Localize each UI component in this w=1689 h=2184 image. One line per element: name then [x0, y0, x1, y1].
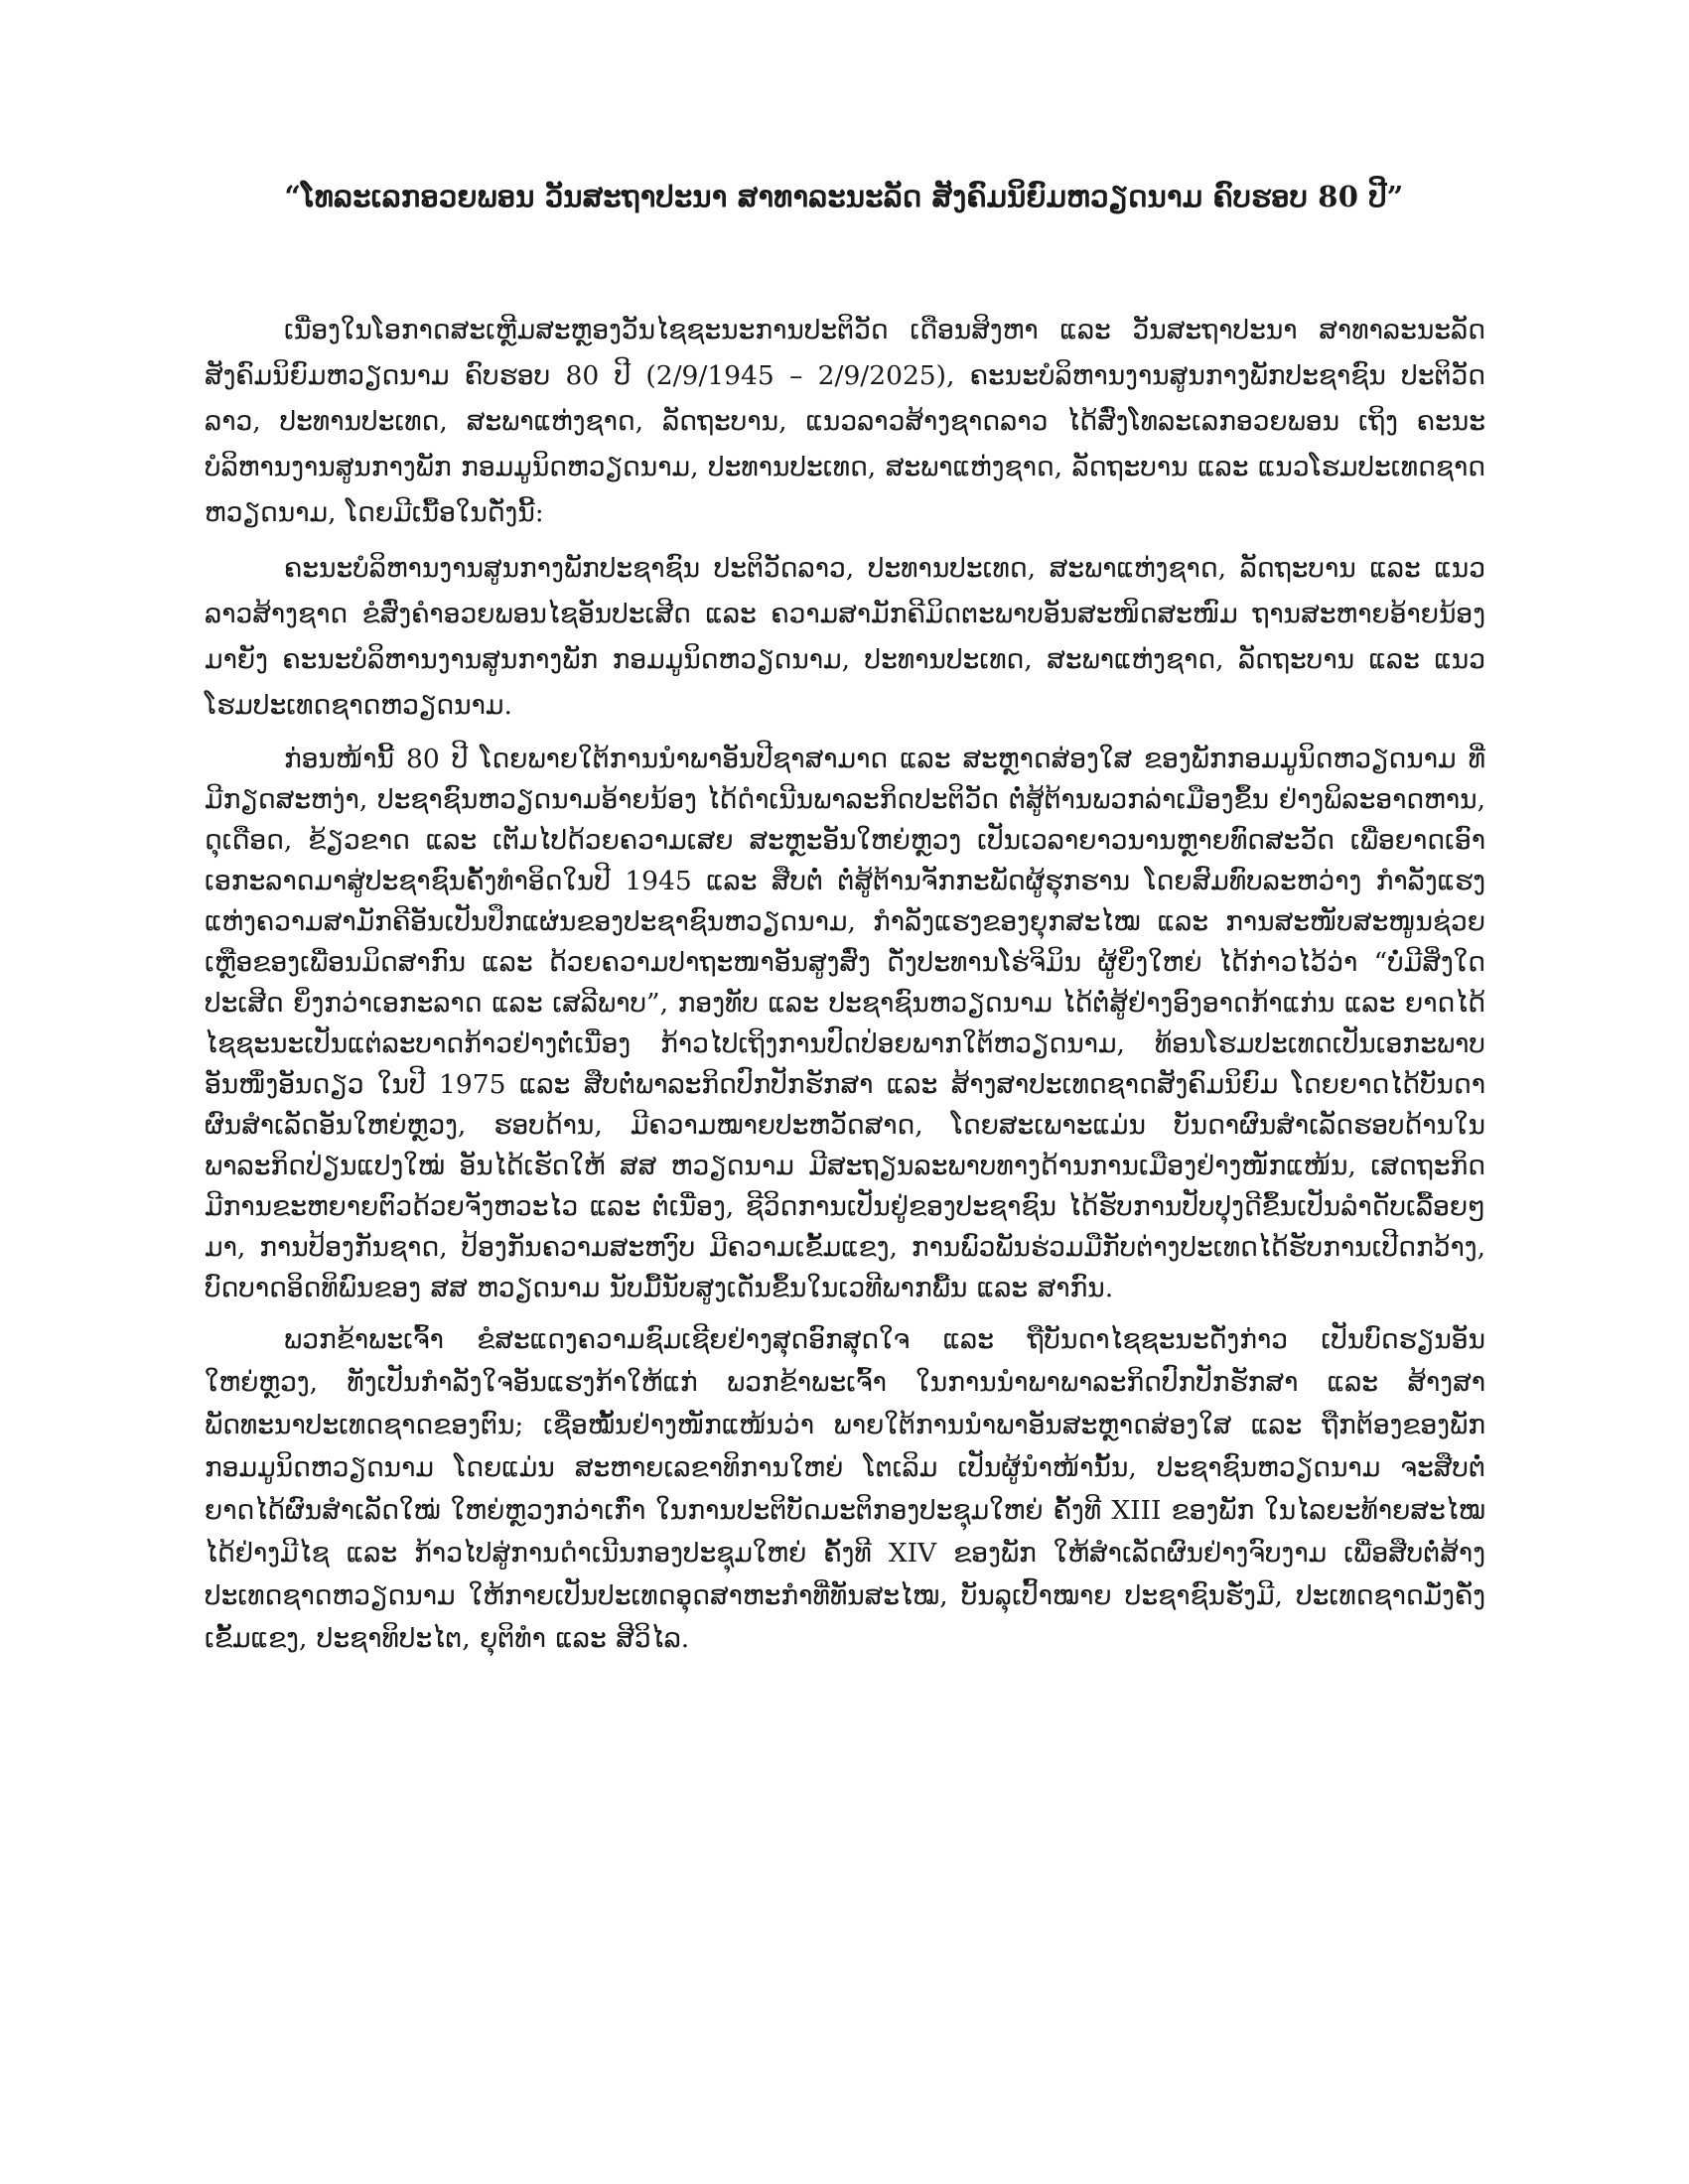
document-title: “ໂທລະເລກອວຍພອນ ວັນສະຖາປະນາ ສາທາລະນະລັດ ສັງຄົມນິຍົມຫວຽດນາມ ຄົບຮອບ 80 ປີ” [284, 180, 1404, 213]
document-body [205, 308, 1485, 1670]
paragraph-1: ເນື່ອງໃນໂອກາດສະເຫຼີມສະຫຼອງວັນໄຊຊະນະການປະຕິວັດ ເດືອນສິງຫາ ແລະ ວັນສະຖາປະນາ ສາທາລະນະລັດ ສັງຄົມນິຍົມຫວຽດນາມ ຄົບຮອບ 80 ປີ (2/9/1945 – 2/9/2025), ຄະນະບໍລິຫານງານສູນກາງພັກປະຊາຊົນ ປະຕິວັດລາວ, ປະທານປະເທດ, ສະພາແຫ່ງຊາດ, ລັດຖະບານ, ແນວລາວສ້າງຊາດລາວ ໄດ້ສົ່ງໂທລະເລກອວຍພອນ ເຖິງ ຄະນະບໍລິຫານງານສູນກາງພັກ ກອມມູນິດຫວຽດນາມ, ປະທານປະເທດ, ສະພາແຫ່ງຊາດ, ລັດຖະບານ ແລະ ແນວໂຮມປະເທດຊາດຫວຽດນາມ, ໂດຍມີເນື້ອໃນດັ່ງນີ້: [205, 315, 1485, 528]
paragraph-4: ພວກຂ້າພະເຈົ້າ ຂໍສະແດງຄວາມຊົມເຊີຍຢ່າງສຸດອົກສຸດໃຈ ແລະ ຖືບັນດາໄຊຊະນະດັ່ງກ່າວ ເປັນບົດຮຽນອັນໃຫຍ່ຫຼວງ, ທັງເປັນກຳລັງໃຈອັນແຮງກ້າໃຫ້ແກ່ ພວກຂ້າພະເຈົ້າ ໃນການນຳພາພາລະກິດປົກປັກຮັກສາ ແລະ ສ້າງສາພັດທະນາປະເທດຊາດຂອງຕົນ; ເຊື່ອໝັ້ນຢ່າງໜັກແໜ້ນວ່າ ພາຍໃຕ້ການນຳພາອັນສະຫຼາດສ່ອງໃສ ແລະ ຖືກຕ້ອງຂອງພັກກອມມູນິດຫວຽດນາມ ໂດຍແມ່ນ ສະຫາຍເລຂາທິການໃຫຍ່ ໂຕເລິມ ເປັນຜູ້ນຳໜ້ານັ້ນ, ປະຊາຊົນຫວຽດນາມ ຈະສືບຕໍ່ຍາດໄດ້ຜົນສຳເລັດໃໝ່ ໃຫຍ່ຫຼວງກວ່າເກົ່າ ໃນການປະຕິບັດມະຕິກອງປະຊຸມໃຫຍ່ ຄັ້ງທີ XIII ຂອງພັກ ໃນໄລຍະທ້າຍສະໄໝໄດ້ຢ່າງມີໄຊ ແລະ ກ້າວໄປສູ່ການດຳເນີນກອງປະຊຸມໃຫຍ່ ຄັ້ງທີ XIV ຂອງພັກ ໃຫ້ສຳເລັດຜົນຢ່າງຈົບງາມ ເພື່ອສືບຕໍ່ສ້າງປະເທດຊາດຫວຽດນາມ ໃຫ້ກາຍເປັນປະເທດອຸດສາຫະກຳທີ່ທັນສະໄໝ, ບັນລຸເປົ້າໝາຍ ປະຊາຊົນຮັ່ງມີ, ປະເທດຊາດມັ່ງຄັ່ງເຂັ້ມແຂງ, ປະຊາທິປະໄຕ, ຍຸຕິທຳ ແລະ ສີວິໄລ. [205, 1324, 1485, 1654]
paragraph-3: ກ່ອນໜ້ານີ້ 80 ປີ ໂດຍພາຍໃຕ້ການນຳພາອັນປີຊາສາມາດ ແລະ ສະຫຼາດສ່ອງໃສ ຂອງພັກກອມມູນິດຫວຽດນາມ ທີ່ມີກຽດສະຫງ່າ, ປະຊາຊົນຫວຽດນາມອ້າຍນ້ອງ ໄດ້ດຳເນີນພາລະກິດປະຕິວັດ ຕໍ່ສູ້ຕ້ານພວກລ່າເມືອງຂຶ້ນ ຢ່າງພິລະອາດຫານ, ດຸເດືອດ, ຂ້ຽວຂາດ ແລະ ເຕັມໄປດ້ວຍຄວາມເສຍ ສະຫຼະອັນໃຫຍ່ຫຼວງ ເປັນເວລາຍາວນານຫຼາຍທົດສະວັດ ເພື່ອຍາດເອົາເອກະລາດມາສູ່ປະຊາຊົນຄັ້ງທຳອິດໃນປີ 1945 ແລະ ສືບຕໍ່ ຕໍ່ສູ້ຕ້ານຈັກກະພັດຜູ້ຮຸກຮານ ໂດຍສົມທົບລະຫວ່າງ ກຳລັງແຮງແຫ່ງຄວາມສາມັກຄີອັນເປັນປຶກແຜ່ນຂອງປະຊາຊົນຫວຽດນາມ, ກຳລັງແຮງຂອງຍຸກສະໄໝ ແລະ ການສະໜັບສະໜູນຊ່ວຍ ເຫຼືອຂອງເພື່ອນມິດສາກົນ ແລະ ດ້ວຍຄວາມປາຖະໜາອັນສູງສົ່ງ ດັ່ງປະທານໂຮ່ຈິມິນ ຜູ້ຍິ່ງໃຫຍ່ ໄດ້ກ່າວໄວ້ວ່າ “ບໍ່ມີສິ່ງໃດປະເສີດ ຍິ່ງກວ່າເອກະລາດ ແລະ ເສລີພາບ”, ກອງທັບ ແລະ ປະຊາຊົນຫວຽດນາມ ໄດ້ຕໍ່ສູ້ຢ່າງອົງອາດກ້າແກ່ນ ແລະ ຍາດໄດ້ໄຊຊະນະເປັນແຕ່ລະບາດກ້າວຢ່າງຕໍ່ເນື່ອງ ກ້າວໄປເຖິງການປົດປ່ອຍພາກໃຕ້ຫວຽດນາມ, ທ້ອນໂຮມປະເທດເປັນເອກະພາບອັນໜຶ່ງອັນດຽວ ໃນປີ 1975 ແລະ ສືບຕໍ່ພາລະກິດປົກປັກຮັກສາ ແລະ ສ້າງສາປະເທດຊາດສັງຄົມນິຍົມ ໂດຍຍາດໄດ້ບັນດາຜົນສຳເລັດອັນໃຫຍ່ຫຼວງ, ຮອບດ້ານ, ມີຄວາມໝາຍປະຫວັດສາດ, ໂດຍສະເພາະແມ່ນ ບັນດາຜົນສຳເລັດຮອບດ້ານໃນພາລະກິດປ່ຽນແປງໃໝ່ ອັນໄດ້ເຮັດໃຫ້ ສສ ຫວຽດນາມ ມີສະຖຽນລະພາບທາງດ້ານການເມືອງຢ່າງໜັກແໜ້ນ, ເສດຖະກິດມີການຂະຫຍາຍຕົວດ້ວຍຈັງຫວະໄວ ແລະ ຕໍ່ເນື່ອງ, ຊີວິດການເປັນຢູ່ຂອງປະຊາຊົນ ໄດ້ຮັບການປັບປຸງດີຂຶ້ນເປັນລຳດັບເລື້ອຍໆມາ, ການປ້ອງກັນຊາດ, ປ້ອງກັນຄວາມສະຫງົບ ມີຄວາມເຂັ້ມແຂງ, ການພົວພັນຮ່ວມມືກັບຕ່າງປະເທດໄດ້ຮັບການເປີດກວ້າງ, ບົດບາດອິດທິພົນຂອງ ສສ ຫວຽດນາມ ນັບມື້ນັບສູງເດັ່ນຂຶ້ນໃນເວທີພາກພື້ນ ແລະ ສາກົນ. [205, 744, 1485, 1303]
paragraph-2: ຄະນະບໍລິຫານງານສູນກາງພັກປະຊາຊົນ ປະຕິວັດລາວ, ປະທານປະເທດ, ສະພາແຫ່ງຊາດ, ລັດຖະບານ ແລະ ແນວລາວສ້າງຊາດ ຂໍສົ່ງຄຳອວຍພອນໄຊອັນປະເສີດ ແລະ ຄວາມສາມັກຄີມິດຕະພາບອັນສະໜິດສະໜົມ ຖານສະຫາຍອ້າຍນ້ອງ ມາຍັງ ຄະນະບໍລິຫານງານສູນກາງພັກ ກອມມູນິດຫວຽດນາມ, ປະທານປະເທດ, ສະພາແຫ່ງຊາດ, ລັດຖະບານ ແລະ ແນວໂຮມປະເທດຊາດຫວຽດນາມ. [205, 553, 1485, 721]
